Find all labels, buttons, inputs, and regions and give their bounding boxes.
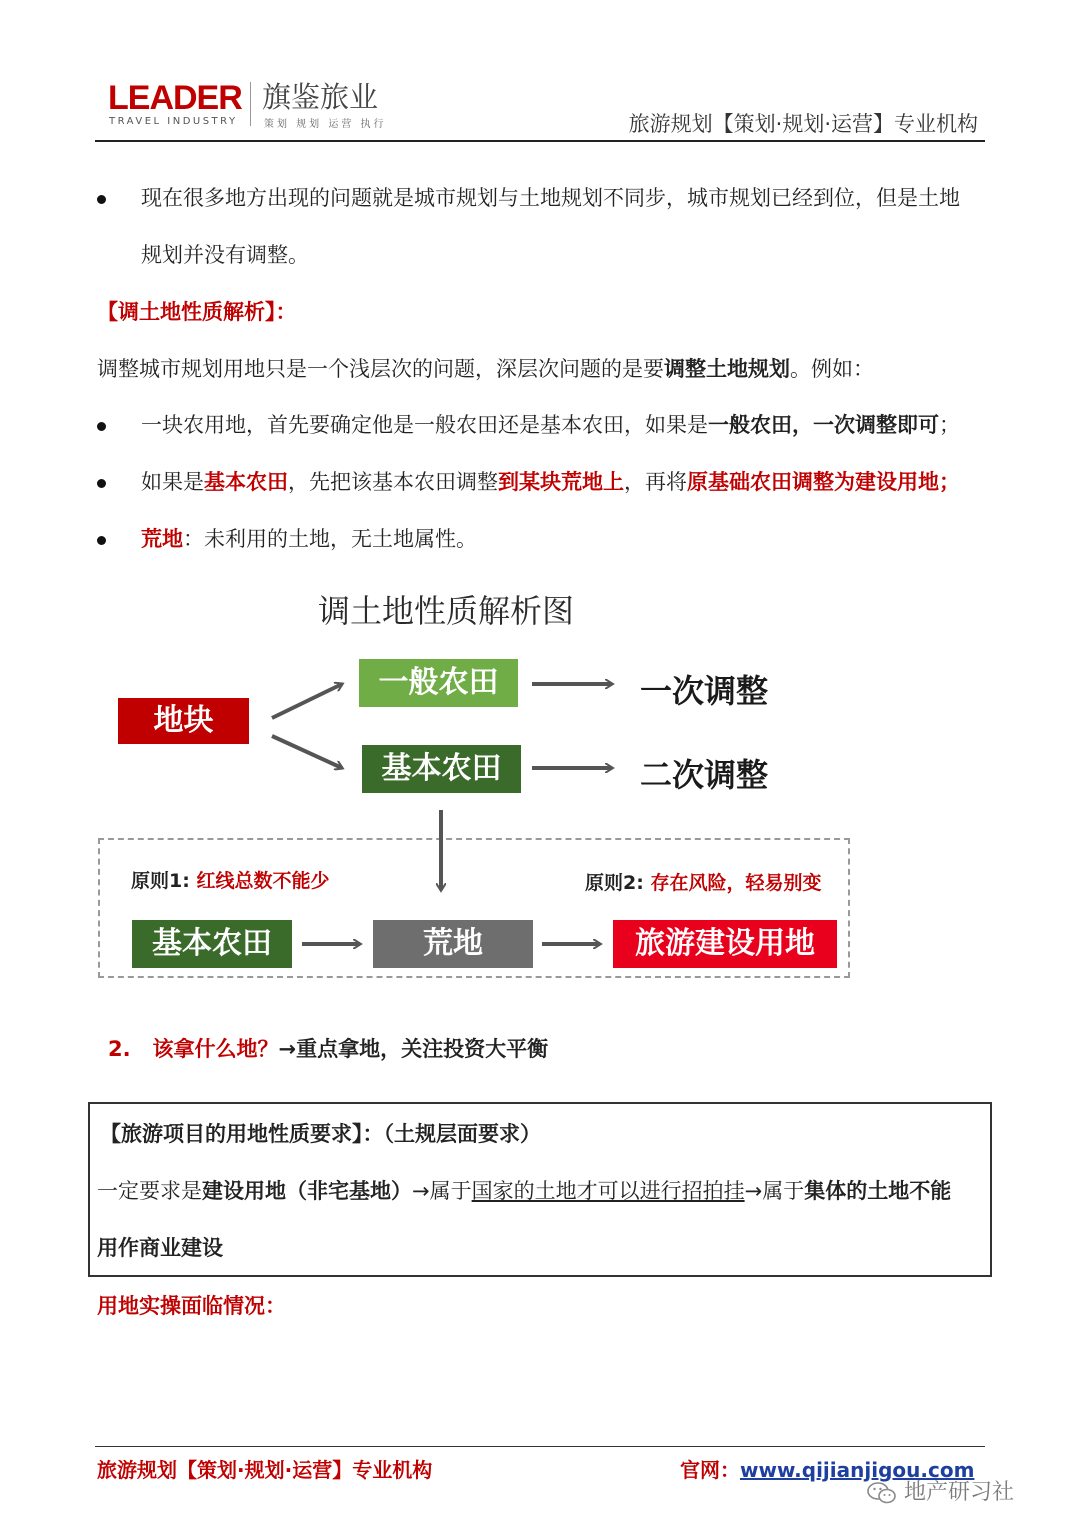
bullet3-b: 基本农田 [204, 470, 288, 494]
bullet1-line1: 现在很多地方出现的问题就是城市规划与土地规划不同步，城市规划已经到位，但是土地 [141, 186, 960, 210]
para1-pre: 调整城市规划用地只是一个浅层次的问题，深层次问题的是要 [97, 357, 664, 381]
requirements-title: 【旅游项目的用地性质要求】：（土规层面要求） [100, 1122, 541, 1146]
watermark [866, 1475, 1014, 1506]
bullet3-f: 原基础农田调整为建设用地； [687, 470, 960, 494]
arrow-plot-to-basic [272, 736, 342, 768]
bullet2-bold: 一般农田，一次调整即可 [708, 413, 939, 437]
requirements-line2: 用作商业建设 [97, 1236, 223, 1260]
arrow-plot-to-general [272, 684, 342, 718]
section2-number: 2. [108, 1037, 131, 1061]
header-tagline: 旅游规划【策划·规划·运营】专业机构 [628, 112, 978, 136]
principle1-label: 原则1: [131, 870, 197, 892]
bullet3-c: ，先把该基本农田调整 [288, 470, 498, 494]
para1-post: 。例如： [790, 357, 874, 381]
req-line1-a: 一定要求是 [97, 1179, 202, 1203]
requirements-line1 [97, 1177, 951, 1205]
wechat-icon [866, 1481, 898, 1505]
principle1-text: 红线总数不能少 [196, 870, 330, 892]
footer-site-label: 官网： [680, 1458, 740, 1482]
footer-divider [95, 1446, 985, 1447]
bullet4-rest: ：未利用的土地，无土地属性。 [183, 527, 477, 551]
section2-answer: →重点拿地，关注投资大平衡 [278, 1037, 549, 1061]
bullet3-e: ，再将 [624, 470, 687, 494]
box-basic-farmland: 基本农田 [362, 745, 521, 793]
bullet2-post: ； [939, 413, 960, 437]
section1-heading: 【调土地性质解析】： [97, 300, 297, 324]
bullet2-pre: 一块农用地，首先要确定他是一般农田还是基本农田，如果是 [141, 413, 708, 437]
diagram-title: 调土地性质解析图 [318, 592, 575, 630]
footer-site-link[interactable]: www.qijianjigou.com [740, 1458, 975, 1482]
bullet3-a: 如果是 [141, 470, 204, 494]
label-first-adjust: 一次调整 [640, 672, 769, 710]
logo-cn-text: 旗鉴旅业 [262, 80, 379, 114]
footer-tagline: 旅游规划【策划·规划·运营】专业机构 [97, 1458, 433, 1482]
section2-question: 该拿什么地？ [152, 1037, 279, 1061]
req-line1-c: →属于 [412, 1179, 472, 1203]
principle2-text: 存在风险，轻易别变 [650, 872, 822, 894]
principle2-label: 原则2: [585, 872, 651, 894]
box-wasteland: 荒地 [373, 920, 533, 968]
section3-heading: 用地实操面临情况： [97, 1294, 286, 1318]
bullet1-line2: 规划并没有调整。 [141, 243, 309, 267]
req-line1-f: 集体的土地不能 [804, 1179, 952, 1203]
box-general-farmland: 一般农田 [359, 659, 518, 707]
bullet3-d: 到某块荒地上 [498, 470, 624, 494]
logo-leader-text: LEADER [108, 79, 242, 117]
bullet4-red: 荒地 [141, 527, 183, 551]
logo-cn-subtext: 策划 规划 运营 执行 [264, 119, 387, 130]
watermark-text: 地产研习社 [904, 1480, 1015, 1505]
box-tourism-land: 旅游建设用地 [613, 920, 837, 968]
para1-bold: 调整土地规划 [664, 357, 790, 381]
req-line1-e: →属于 [744, 1179, 805, 1203]
req-line1-d: 国家的土地才可以进行招拍挂 [471, 1179, 745, 1203]
box-plot: 地块 [118, 698, 249, 744]
req-line1-b: 建设用地（非宅基地） [202, 1179, 412, 1203]
label-second-adjust: 二次调整 [640, 756, 769, 794]
box-bottom-basic-farmland: 基本农田 [132, 920, 292, 968]
logo-leader-subtext: TRAVEL INDUSTRY [109, 116, 238, 127]
section2-heading [108, 1035, 548, 1063]
